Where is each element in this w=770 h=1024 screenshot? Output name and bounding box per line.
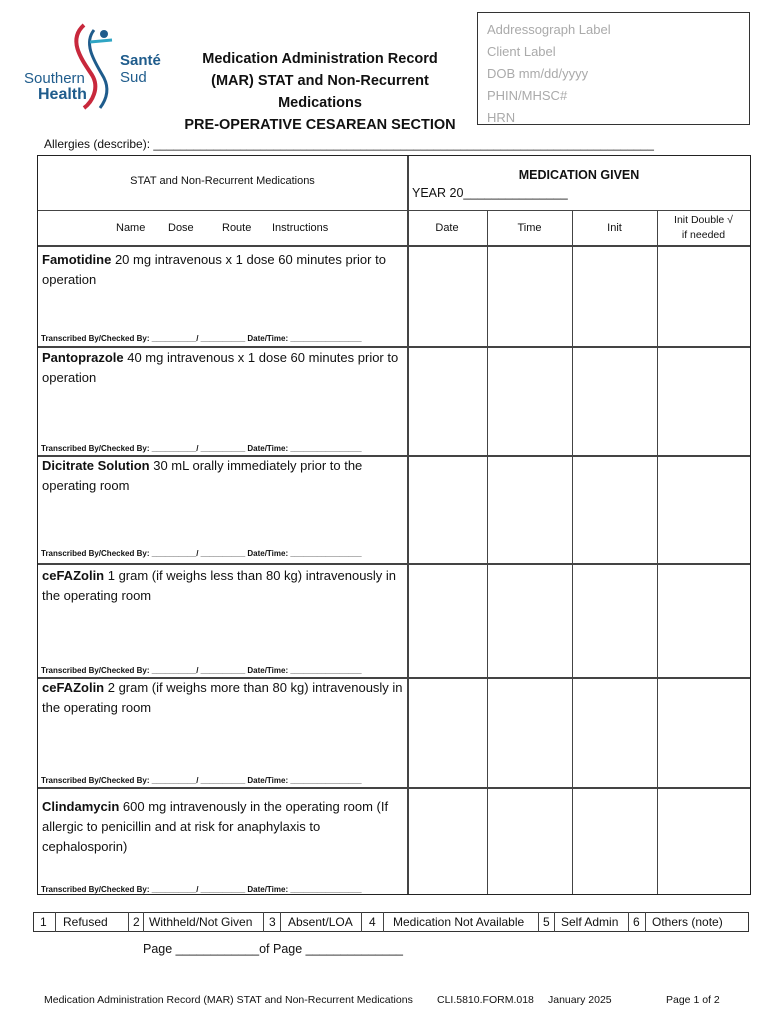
divider xyxy=(38,563,750,565)
divider xyxy=(361,912,362,932)
col-route: Route xyxy=(222,222,252,234)
med-row-cefazolin-2g xyxy=(42,678,404,718)
divider xyxy=(143,912,144,932)
transcribed-line[interactable]: Transcribed By/Checked By: __________/ __________ Date/Time: ________________ xyxy=(41,666,362,675)
med-instructions: 600 mg intravenously in the operating room (If allergic to penicillin and at risk for anaphylaxis to cephalosporin) xyxy=(42,799,389,854)
legend-num: 4 xyxy=(369,915,376,929)
med-row-cefazolin-1g xyxy=(42,566,404,606)
footer-title: Medication Administration Record (MAR) STAT and Non-Recurrent Medications xyxy=(44,994,413,1006)
legend-refused: Refused xyxy=(63,915,108,929)
transcribed-line[interactable]: Transcribed By/Checked By: __________/ __________ Date/Time: ________________ xyxy=(41,334,362,343)
med-instructions: 2 gram (if weighs more than 80 kg) intravenously in the operating room xyxy=(42,680,403,715)
med-drug: ceFAZolin xyxy=(42,680,105,695)
med-instructions: 20 mg intravenous x 1 dose 60 minutes prior to operation xyxy=(42,252,386,287)
title-line: (MAR) STAT and Non-Recurrent xyxy=(211,73,429,89)
transcribed-line[interactable]: Transcribed By/Checked By: __________/ __________ Date/Time: ________________ xyxy=(41,776,362,785)
medication-given-heading: MEDICATION GIVEN xyxy=(518,168,640,182)
divider xyxy=(38,210,407,211)
col-init: Init xyxy=(607,222,622,234)
title-line: Medication Administration Record xyxy=(202,51,438,67)
logo-health: Health xyxy=(38,86,87,103)
title-line: PRE-OPERATIVE CESAREAN SECTION xyxy=(184,117,456,133)
med-instructions: 1 gram (if weighs less than 80 kg) intravenously in the operating room xyxy=(42,568,397,603)
divider xyxy=(538,912,539,932)
stat-heading: STAT and Non-Recurrent Medications xyxy=(130,175,315,187)
divider xyxy=(407,210,750,211)
allergies-field[interactable]: Allergies (describe): ___________________________________________________________________________ xyxy=(44,137,654,151)
divider xyxy=(407,156,409,894)
transcribed-line[interactable]: Transcribed By/Checked By: __________/ __________ Date/Time: ________________ xyxy=(41,549,362,558)
med-row-dicitrate xyxy=(42,456,404,496)
col-time: Time xyxy=(517,222,542,234)
legend-withheld: Withheld/Not Given xyxy=(149,915,253,929)
divider xyxy=(645,912,646,932)
page-field[interactable]: Page ____________of Page ______________ xyxy=(143,942,403,956)
divider xyxy=(657,210,658,894)
divider xyxy=(383,912,384,932)
divider xyxy=(280,912,281,932)
title-line: Medications xyxy=(278,95,362,111)
divider xyxy=(128,912,129,932)
legend-absent: Absent/LOA xyxy=(288,915,353,929)
col-date: Date xyxy=(435,222,459,234)
addr-line: PHIN/MHSC# xyxy=(487,88,568,103)
divider xyxy=(263,912,264,932)
legend-box xyxy=(33,912,749,932)
med-drug: Clindamycin xyxy=(42,799,120,814)
divider xyxy=(487,210,488,894)
legend-num: 5 xyxy=(543,915,550,929)
logo-southern: Southern xyxy=(24,70,85,87)
col-init-double-line2: if needed xyxy=(681,229,726,241)
form-title xyxy=(180,48,460,136)
addr-line: Addressograph Label xyxy=(487,22,611,37)
addr-line: HRN xyxy=(487,110,516,125)
col-dose: Dose xyxy=(168,222,194,234)
divider xyxy=(572,210,573,894)
divider xyxy=(38,245,750,247)
footer-form-code: CLI.5810.FORM.018 xyxy=(437,994,534,1006)
divider xyxy=(628,912,629,932)
med-row-clindamycin xyxy=(42,797,404,857)
col-instructions: Instructions xyxy=(272,222,329,234)
addressograph-box[interactable] xyxy=(477,12,750,125)
legend-self-admin: Self Admin xyxy=(561,915,619,929)
divider xyxy=(55,912,56,932)
divider xyxy=(38,787,750,789)
logo-sante: Santé xyxy=(120,52,161,69)
legend-num: 1 xyxy=(40,915,47,929)
med-drug: Famotidine xyxy=(42,252,112,267)
addr-line: Client Label xyxy=(487,44,556,59)
legend-num: 3 xyxy=(269,915,276,929)
med-row-pantoprazole xyxy=(42,348,404,388)
med-row-famotidine xyxy=(42,250,404,290)
footer-date: January 2025 xyxy=(548,994,612,1006)
col-init-double xyxy=(657,213,750,243)
logo-sud: Sud xyxy=(120,69,147,86)
legend-others: Others (note) xyxy=(652,915,723,929)
col-name: Name xyxy=(116,222,146,234)
addr-line: DOB mm/dd/yyyy xyxy=(487,66,589,81)
transcribed-line[interactable]: Transcribed By/Checked By: __________/ __________ Date/Time: ________________ xyxy=(41,885,362,894)
med-drug: Pantoprazole xyxy=(42,350,124,365)
med-drug: ceFAZolin xyxy=(42,568,105,583)
med-drug: Dicitrate Solution xyxy=(42,458,150,473)
transcribed-line[interactable]: Transcribed By/Checked By: __________/ __________ Date/Time: ________________ xyxy=(41,444,362,453)
col-init-double-line1: Init Double √ xyxy=(674,214,733,226)
legend-num: 2 xyxy=(133,915,140,929)
footer-page: Page 1 of 2 xyxy=(666,994,720,1006)
legend-num: 6 xyxy=(633,915,640,929)
divider xyxy=(554,912,555,932)
year-field[interactable]: YEAR 20_______________ xyxy=(412,186,568,200)
med-instructions: 40 mg intravenous x 1 dose 60 minutes prior to operation xyxy=(42,350,399,385)
legend-not-available: Medication Not Available xyxy=(393,915,525,929)
med-instructions: 30 mL orally immediately prior to the operating room xyxy=(42,458,363,493)
